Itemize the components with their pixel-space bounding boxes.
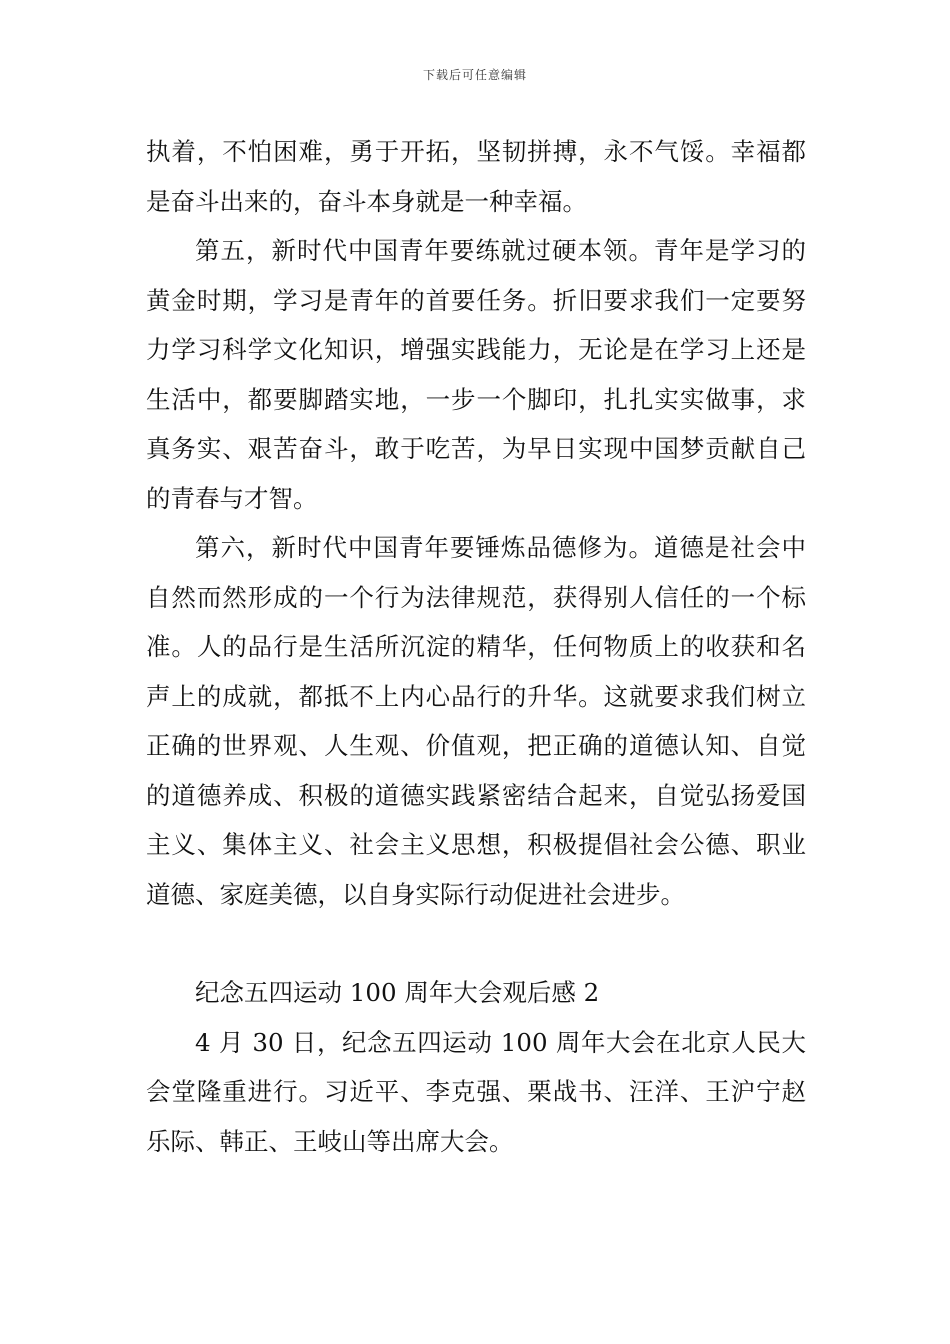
paragraph-continuation: 执着，不怕困难，勇于开拓，坚韧拼搏，永不气馁。幸福都是奋斗出来的，奋斗本身就是一种幸福。 — [146, 137, 806, 216]
paragraph-sixth: 第六，新时代中国青年要锤炼品德修为。道德是社会中自然而然形成的一个行为法律规范，获得别人信任的一个标准。人的品行是生活所沉淀的精华，任何物质上的收获和名声上的成就，都抵不上内心品行的升华。这就要求我们树立正确的世界观、人生观、价值观，把正确的道德认知、自觉的道德养成、积极的道德实践紧密结合起来，自觉弘扬爱国主义、集体主义、社会主义思想，积极提倡社会公德、职业道德、家庭美德，以自身实际行动促进社会进步。 — [146, 533, 806, 909]
section-paragraph: 4 月 30 日，纪念五四运动 100 周年大会在北京人民大会堂隆重进行。习近平、李克强、栗战书、汪洋、王沪宁赵乐际、韩正、王岐山等出席大会。 — [146, 1027, 806, 1156]
document-body — [146, 127, 806, 1166]
paragraph-fifth: 第五，新时代中国青年要练就过硬本领。青年是学习的黄金时期，学习是青年的首要任务。折旧要求我们一定要努力学习科学文化知识，增强实践能力，无论是在学习上还是生活中，都要脚踏实地，一步一个脚印，扎扎实实做事，求真务实、艰苦奋斗，敢于吃苦，为早日实现中国梦贡献自己的青春与才智。 — [146, 236, 806, 513]
page-header-note: 下载后可任意编辑 — [422, 68, 527, 82]
section-heading: 纪念五四运动 100 周年大会观后感 2 — [195, 978, 600, 1007]
